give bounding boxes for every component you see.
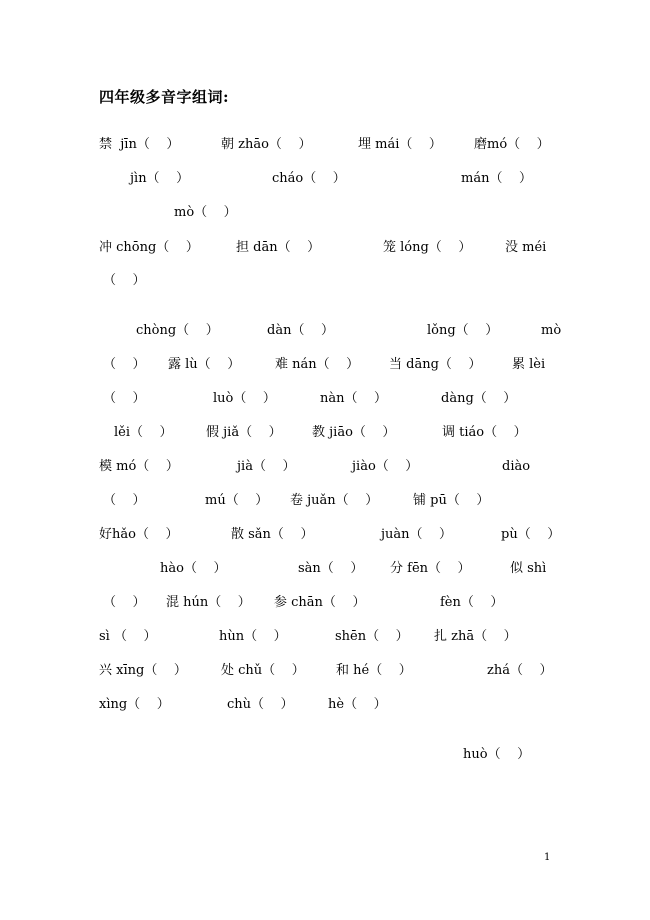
entry-lei-3: lěi（ ） — [114, 425, 173, 440]
entry-pu-spread: 铺 pū（ ） — [413, 493, 490, 508]
entry-blank: （ ） — [103, 273, 146, 288]
entry-luo: luò（ ） — [213, 391, 276, 406]
entry-mo-mold: 模 mó（ ） — [99, 459, 179, 474]
entry-jiao-4: jiào（ ） — [352, 459, 419, 474]
entry-lu-dew: 露 lù（ ） — [168, 357, 241, 372]
entry-zha-tie: 扎 zhā（ ） — [434, 629, 517, 644]
entry-shi-seem: 似 shì — [510, 561, 547, 576]
entry-tiao-adjust: 调 tiáo（ ） — [442, 425, 527, 440]
entry-nan-hard: 难 nán（ ） — [275, 357, 360, 372]
entry-long-cage: 笼 lóng（ ） — [383, 240, 472, 255]
entry-nan-4: nàn（ ） — [320, 391, 388, 406]
entry-blank: （ ） — [103, 357, 146, 372]
entry-chu-4: chù（ ） — [227, 697, 294, 712]
entry-dang-should: 当 dāng（ ） — [389, 357, 482, 372]
entry-blank: （ ） — [103, 391, 146, 406]
entry-chan-join: 参 chān（ ） — [274, 595, 366, 610]
entry-xing-4: xìng（ ） — [99, 697, 170, 712]
entry-zha-2: zhá（ ） — [487, 663, 553, 678]
entry-san-scatter: 散 sǎn（ ） — [231, 527, 314, 542]
entry-chu-place: 处 chǔ（ ） — [221, 663, 305, 678]
entry-jin-4: jìn（ ） — [130, 171, 190, 186]
entry-si: sì （ ） — [99, 629, 157, 644]
entry-dan-4: dàn（ ） — [267, 323, 334, 338]
entry-blank: （ ） — [103, 595, 146, 610]
entry-xing-prosper: 兴 xīng（ ） — [99, 663, 187, 678]
entry-san-4: sàn（ ） — [298, 561, 364, 576]
entry-shen: shēn（ ） — [335, 629, 409, 644]
entry-he-4: hè（ ） — [328, 697, 387, 712]
entry-hao-4: hào（ ） — [160, 561, 227, 576]
entry-jiao-teach: 教 jiāo（ ） — [312, 425, 396, 440]
entry-chao: cháo（ ） — [272, 171, 346, 186]
entry-huo: huò（ ） — [463, 747, 531, 762]
entry-blank: （ ） — [103, 493, 146, 508]
entry-zhao-morning: 朝 zhāo（ ） — [221, 137, 312, 152]
entry-jia-fake: 假 jiǎ（ ） — [206, 425, 282, 440]
entry-juan-roll: 卷 juǎn（ ） — [290, 493, 379, 508]
entry-fen-divide: 分 fēn（ ） — [390, 561, 471, 576]
entry-hun-4: hùn（ ） — [219, 629, 287, 644]
entry-man: mán（ ） — [461, 171, 532, 186]
entry-diao: diào — [502, 459, 531, 474]
entry-mo-grind: 磨mó（ ） — [474, 137, 550, 152]
entry-hao-good: 好hǎo（ ） — [99, 527, 179, 542]
entry-juan-4: juàn（ ） — [381, 527, 453, 542]
entry-mai-bury: 埋 mái（ ） — [358, 137, 442, 152]
entry-chong-4: chòng（ ） — [136, 323, 219, 338]
entry-jin-forbid: 禁 jīn（ ） — [99, 137, 180, 152]
entry-he-and: 和 hé（ ） — [336, 663, 412, 678]
page-title: 四年级多音字组词: — [99, 88, 230, 106]
entry-chong-rush: 冲 chōng（ ） — [99, 240, 199, 255]
entry-hun-mix: 混 hún（ ） — [166, 595, 251, 610]
entry-fen-4: fèn（ ） — [440, 595, 504, 610]
entry-mo-sink: mò — [541, 323, 562, 338]
entry-pu-4: pù（ ） — [501, 527, 561, 542]
entry-long-3: lǒng（ ） — [427, 323, 499, 338]
entry-jia-4: jià（ ） — [237, 459, 296, 474]
entry-mo-4: mò（ ） — [174, 205, 237, 220]
entry-lei-tired: 累 lèi — [512, 357, 546, 372]
entry-dang-4: dàng（ ） — [441, 391, 517, 406]
entry-mu: mú（ ） — [205, 493, 269, 508]
entry-dan-carry: 担 dān（ ） — [236, 240, 321, 255]
entry-mei-none: 没 méi — [505, 240, 547, 255]
page-number: 1 — [544, 852, 551, 863]
